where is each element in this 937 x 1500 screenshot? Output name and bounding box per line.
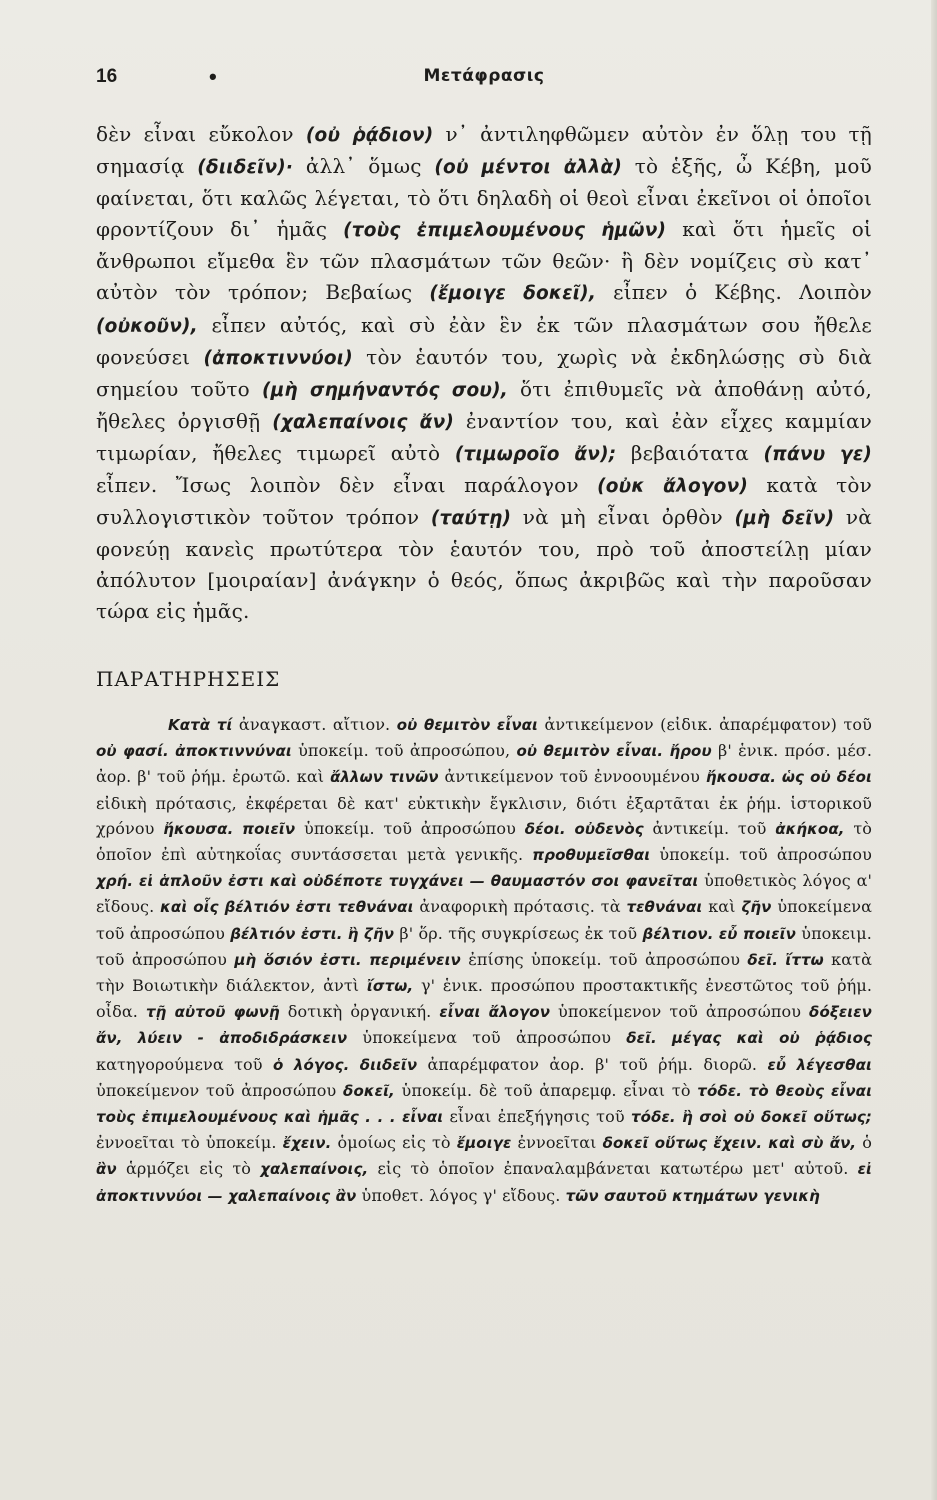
text-run: τὸ ὁποῖον ἐπὶ αὐτηκοΐας συντάσσεται μετὰ γενικῆς.	[96, 818, 873, 865]
greek-term: βέλτιόν ἐστι.	[230, 924, 343, 943]
text-run: εἶπεν αὐτός, καὶ σὺ ἐὰν ἓν ἐκ τῶν πλασμάτων σου ἤθελε φονεύσει	[96, 312, 872, 369]
text-run: κατὰ τὴν Βοιωτικὴν διάλεκτον, ἀντὶ	[96, 949, 873, 996]
greek-term: τόδε.	[631, 1108, 676, 1127]
greek-term: χαλεπαίνοις,	[260, 1160, 369, 1179]
text-run: ἀναγκαστ. αἴτιον.	[232, 715, 397, 734]
page-number: 16	[96, 66, 118, 87]
greek-term: τῇ αὐτοῦ φωνῇ	[145, 1003, 280, 1022]
greek-term: ἤρου	[669, 742, 712, 761]
greek-term: εὖ λέγεσθαι	[767, 1055, 872, 1074]
text-run: β' ἑνικ. πρόσ. μέσ. ἀορ. β' τοῦ ῥήμ. ἐρωτῶ. καὶ	[96, 741, 873, 787]
text-run: ἀλλ᾿ ὅμως	[293, 154, 435, 179]
text-run: καὶ	[702, 897, 742, 917]
text-run: τὸν ἑαυτόν του, χωρὶς νὰ ἐκδηλώσῃς σὺ διὰ σημείου τοῦτο	[96, 344, 872, 401]
greek-term: μέγας καὶ οὐ ῥᾴδιος	[672, 1029, 873, 1048]
greek-term: ἂν	[96, 1160, 117, 1179]
text-run: δοτικὴ ὀργανική.	[279, 1002, 440, 1022]
text-run: ἐννοεῖται τὸ ὑποκείμ.	[96, 1133, 283, 1153]
notes-paragraph	[96, 712, 872, 1209]
greek-term: (οὐκοῦν),	[96, 315, 198, 337]
translation-paragraph	[96, 119, 872, 628]
greek-term: καὶ οἷς βέλτιόν ἐστι τεθνάναι	[160, 898, 414, 917]
text-run: βεβαιότατα	[616, 440, 764, 465]
text-run: ὁ	[856, 1133, 873, 1153]
greek-term: (ἀποκτιννύοι)	[203, 347, 353, 369]
greek-term: ἔμοιγε	[456, 1134, 512, 1153]
header-bullet: •	[209, 64, 217, 89]
text-run: ὁμοίως εἰς τὸ	[331, 1133, 457, 1153]
greek-term: καὶ σὺ ἄν,	[768, 1134, 857, 1153]
greek-term: ἢ ζῆν	[347, 924, 395, 943]
notes-heading: ΠΑΡΑΤΗΡΗΣΕΙΣ	[96, 667, 281, 691]
greek-term: ἴττω	[785, 950, 824, 969]
text-run: ἀντικείμενον (εἰδικ. ἀπαρέμφατον) τοῦ	[537, 715, 872, 734]
greek-term: ὡς οὐ δέοι	[781, 768, 872, 787]
translation-text	[96, 119, 872, 628]
text-run: ν᾿ ἀντιληφθῶμεν αὐτὸν ἐν ὅλῃ του τῇ σημασίᾳ	[96, 122, 872, 179]
page-edge	[931, 0, 937, 1500]
greek-term: τὸ θεοὺς εἶναι τοὺς ἐπιμελουμένους καὶ ἡμᾶς . . . εἶναι	[96, 1081, 873, 1127]
greek-term: ἴστω,	[366, 977, 414, 996]
greek-term: (ἔμοιγε δοκεῖ),	[429, 283, 597, 305]
text-run	[123, 1028, 138, 1047]
text-run: ὑποκείμ. τοῦ ἀπροσώπου	[650, 845, 872, 865]
greek-term: (διιδεῖν)·	[197, 157, 294, 179]
page-header	[96, 64, 872, 94]
greek-term: διιδεῖν	[359, 1055, 418, 1074]
greek-term: (οὐ ῥᾴδιον)	[305, 125, 434, 146]
greek-term: μὴ ὅσιόν ἐστι.	[234, 950, 362, 969]
text-run: ὑποκείμενα τοῦ ἀπροσώπου	[347, 1028, 627, 1048]
greek-term: δεῖ.	[626, 1029, 657, 1048]
greek-term: οὐδενὸς	[574, 819, 644, 838]
text-run: εἶναι ἐπεξήγησις τοῦ	[443, 1107, 631, 1127]
text-run	[742, 1081, 749, 1100]
greek-term: ποιεῖν	[242, 819, 296, 838]
text-run: ὑποκειμ. τοῦ ἀπροσώπου	[96, 923, 872, 969]
text-run: ὅτι ἐπιθυμεῖς νὰ ἀποθάνῃ αὐτό, ἤθελες ὀργισθῇ	[96, 376, 872, 433]
text-run	[233, 819, 242, 838]
greek-term: (οὐκ ἄλογον)	[597, 476, 749, 498]
text-run: νὰ μὴ εἶναι ὀρθὸν	[511, 505, 735, 530]
notes-text	[96, 712, 872, 1209]
greek-term: τόδε.	[697, 1081, 742, 1100]
text-run: δὲν εἶναι εὔκολον	[96, 122, 306, 146]
greek-term: ὁ λόγος.	[272, 1055, 350, 1074]
greek-term: ἔχειν.	[282, 1134, 332, 1153]
greek-term: (μὴ σημήναντός σου),	[261, 379, 508, 401]
text-run: ὑποκείμενον τοῦ ἀπροσώπου	[96, 1080, 344, 1100]
greek-term: (μὴ δεῖν)	[734, 508, 835, 530]
text-run	[362, 950, 369, 969]
text-run: εἰς τὸ ὁποῖον ἐπαναλαμβάνεται κατωτέρω μετ' αὐτοῦ.	[368, 1159, 858, 1179]
text-run: ὑποκείμ. τοῦ ἀπροσώπου,	[291, 741, 517, 761]
greek-term: δέοι.	[524, 819, 566, 838]
greek-term: οὐ θεμιτὸν εἶναι	[396, 716, 538, 734]
text-run: ἐπίσης ὑποκείμ. τοῦ ἀπροσώπου	[460, 949, 748, 969]
greek-term: εὖ ποιεῖν	[718, 924, 796, 943]
greek-term: λύειν - ἀποδιδράσκειν	[137, 1029, 348, 1048]
text-run: ὑποθετ. λόγος γ' εἴδους.	[356, 1185, 566, 1205]
greek-term: εἶναι ἄλογον	[439, 1003, 551, 1022]
greek-term: τεθνάναι	[626, 898, 703, 917]
greek-term: δόξειεν ἄν,	[96, 1003, 872, 1048]
running-title: Μετάφρασις	[423, 66, 545, 86]
greek-term: τῶν σαυτοῦ κτημάτων γενικὴ	[565, 1186, 820, 1205]
text-run: ἀπαρέμφατον ἀορ. β' τοῦ ῥήμ. διορῶ.	[417, 1054, 768, 1074]
greek-term: προθυμεῖσθαι	[532, 846, 651, 865]
text-run	[566, 819, 575, 838]
text-run: τὸ ἑξῆς, ὦ Κέβη, μοῦ φαίνεται, ὅτι καλῶς λέγεται, τὸ ὅτι δηλαδὴ οἱ θεοὶ εἶναι ἐκεῖνοι οἱ ὁποῖοι φροντίζουν δι᾿ ἡμᾶς	[96, 154, 872, 242]
greek-term: ἤκουσα.	[705, 768, 776, 787]
text-run: ὑποκείμενα τοῦ ἀπροσώπου	[96, 897, 872, 943]
text-run: ὑποθετικὸς λόγος α' εἴδους.	[96, 871, 873, 917]
text-run: καὶ ὅτι ἡμεῖς οἱ ἄνθρωποι εἴμεθα ἓν τῶν πλασμάτων τῶν θεῶν· ἢ δὲν νομίζεις σὺ κατ᾿ αὐτὸν τὸν τρόπον; Βεβαίως	[96, 217, 872, 305]
text-run: εἰδικὴ πρότασις, ἐκφέρεται δὲ κατ' εὐκτικὴν ἔγκλισιν, διότι ἐξαρτᾶται ἐκ ῥήμ. ἱστορικοῦ χρόνου	[96, 793, 872, 838]
text-run: κατηγορούμενα τοῦ	[96, 1054, 273, 1074]
greek-term: εἰ ἀποκτιννύοι — χαλεπαίνοις ἂν	[96, 1160, 873, 1205]
text-run: γ' ἑνικ. προσώπου προστακτικῆς ἐνεστῶτος τοῦ ῥήμ. οἶδα.	[96, 976, 873, 1022]
text-run: νὰ φονεύῃ κανεὶς πρωτύτερα τὸν ἑαυτόν του, πρὸ τοῦ ἀποστείλῃ μίαν ἀπόλυτον [μοιραίαν] ἀνάγκην ὁ θεός, ὅπως ἀκριβῶς καὶ τὴν παροῦσαν τώρα εἰς ἡμᾶς.	[96, 505, 872, 624]
greek-term: περιμένειν	[369, 950, 461, 969]
greek-term: (ταύτῃ)	[430, 508, 512, 530]
greek-term: ἀποκτιννύναι	[175, 742, 292, 761]
greek-term: δοκεῖ οὕτως ἔχειν.	[602, 1134, 763, 1153]
text-run: ἀντικείμενον τοῦ ἐννοουμένου	[438, 767, 706, 787]
text-run: β' ὅρ. τῆς συγκρίσεως ἐκ τοῦ	[394, 923, 643, 943]
greek-term: ἄλλων τινῶν	[330, 768, 439, 787]
text-run: ὑποκείμενον τοῦ ἀπροσώπου	[550, 1002, 810, 1022]
text-run: κατὰ τὸν συλλογιστικὸν τοῦτον τρόπον	[96, 473, 872, 530]
greek-term: (τιμωροῖο ἄν);	[454, 443, 617, 465]
greek-term: (χαλεπαίνοις ἄν)	[272, 411, 455, 433]
text-run: ἐννοεῖται	[511, 1133, 603, 1153]
text-run	[349, 1055, 359, 1074]
text-run: ἀναφορικὴ πρότασις. τὰ	[413, 897, 627, 917]
text-run: ὑποκείμ. δὲ τοῦ ἀπαρεμφ. εἶναι τὸ	[394, 1080, 698, 1100]
greek-term: (οὐ μέντοι ἀλλὰ)	[434, 157, 623, 179]
text-run: ἁρμόζει εἰς τὸ	[116, 1159, 261, 1179]
greek-term: ζῆν	[741, 898, 772, 917]
greek-term: οὐ φασί.	[96, 742, 169, 761]
text-run: εἶπεν. Ἴσως λοιπὸν δὲν εἶναι παράλογον	[96, 473, 598, 498]
text-run	[657, 1028, 672, 1047]
greek-term: (πάνυ γε)	[763, 443, 872, 465]
greek-term: ἀκήκοα,	[775, 819, 845, 838]
greek-term: βέλτιον.	[642, 924, 714, 943]
greek-term: χρή.	[96, 872, 134, 891]
greek-term: ἤκουσα.	[163, 819, 234, 838]
greek-term: δοκεῖ,	[343, 1081, 395, 1100]
text-run: ἐναντίον του, καὶ ἐὰν εἶχες καμμίαν τιμωρίαν, ἤθελες τιμωρεῖ αὐτὸ	[96, 408, 873, 465]
text-run: εἶπεν ὁ Κέβης. Λοιπὸν	[596, 280, 872, 305]
greek-term: (τοὺς ἐπιμελουμένους ἡμῶν)	[343, 220, 667, 242]
greek-term: οὐ θεμιτὸν εἶναι.	[516, 742, 664, 761]
text-run: ἀντικείμ. τοῦ	[643, 818, 776, 838]
greek-term: εἰ ἁπλοῦν ἐστι καὶ οὐδέποτε τυγχάνει — θαυμαστόν σοι φανεῖται	[138, 872, 699, 891]
greek-term: δεῖ.	[747, 950, 779, 969]
text-run: ὑποκείμ. τοῦ ἀπροσώπου	[295, 818, 525, 838]
greek-term: ἢ σοὶ οὐ δοκεῖ οὕτως;	[682, 1108, 873, 1127]
greek-term: Κατὰ τί	[168, 716, 233, 734]
